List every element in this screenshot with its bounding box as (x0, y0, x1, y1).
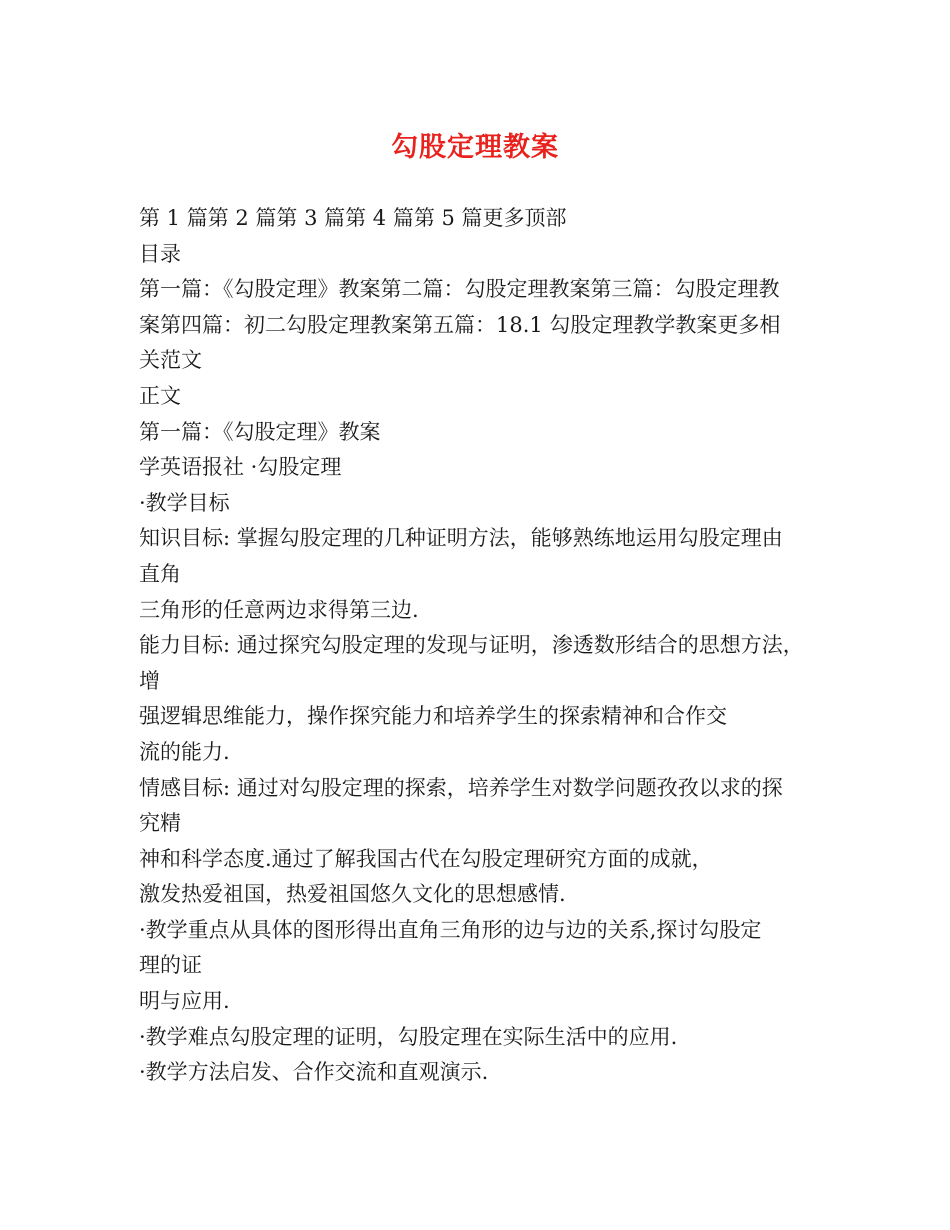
text-line: ·教学重点从具体的图形得出直角三角形的边与边的关系,探讨勾股定 (139, 917, 762, 942)
text-line: 明与应用. (139, 989, 230, 1014)
text-line: ·教学目标 (139, 490, 230, 515)
text-line: 激发热爱祖国，热爱祖国悠久文化的思想感情. (139, 882, 566, 907)
text-line: ·教学方法启发、合作交流和直观演示. (139, 1060, 489, 1085)
document-body (139, 201, 829, 1091)
text-line: 三角形的任意两边求得第三边. (139, 597, 419, 622)
text-line: 理的证 (139, 953, 202, 978)
document-title: 勾股定理教案 (391, 132, 559, 163)
text-line: 第一篇：《勾股定理》教案 (139, 419, 381, 444)
text-line: 第一篇：《勾股定理》教案第二篇：勾股定理教案第三篇：勾股定理教 (139, 277, 780, 302)
text-line: 流的能力. (139, 739, 230, 764)
text-line: 究精 (139, 811, 181, 836)
text-line: 案第四篇：初二勾股定理教案第五篇：18.1 勾股定理教学教案更多相 (139, 312, 781, 337)
text-line: 强逻辑思维能力，操作探究能力和培养学生的探索精神和合作交 (139, 704, 727, 729)
text-line: 知识目标: 掌握勾股定理的几种证明方法，能够熟练地运用勾股定理由 (139, 526, 783, 551)
text-line: 直角 (139, 561, 181, 586)
text-line: 情感目标: 通过对勾股定理的探索，培养学生对数学问题孜孜以求的探 (139, 775, 783, 800)
text-line: ·教学难点勾股定理的证明，勾股定理在实际生活中的应用. (139, 1024, 678, 1049)
text-line: 正文 (139, 383, 181, 408)
text-line: 神和科学态度.通过了解我国古代在勾股定理研究方面的成就， (139, 846, 713, 871)
text-line: 增 (139, 668, 160, 693)
text-line: 第 1 篇第 2 篇第 3 篇第 4 篇第 5 篇更多顶部 (139, 206, 567, 230)
text-line: 目录 (139, 241, 181, 266)
text-line: 学英语报社 ·勾股定理 (139, 455, 342, 480)
text-line: 能力目标: 通过探究勾股定理的发现与证明，渗透数形结合的思想方法， (139, 633, 804, 658)
text-line: 关范文 (139, 348, 202, 373)
